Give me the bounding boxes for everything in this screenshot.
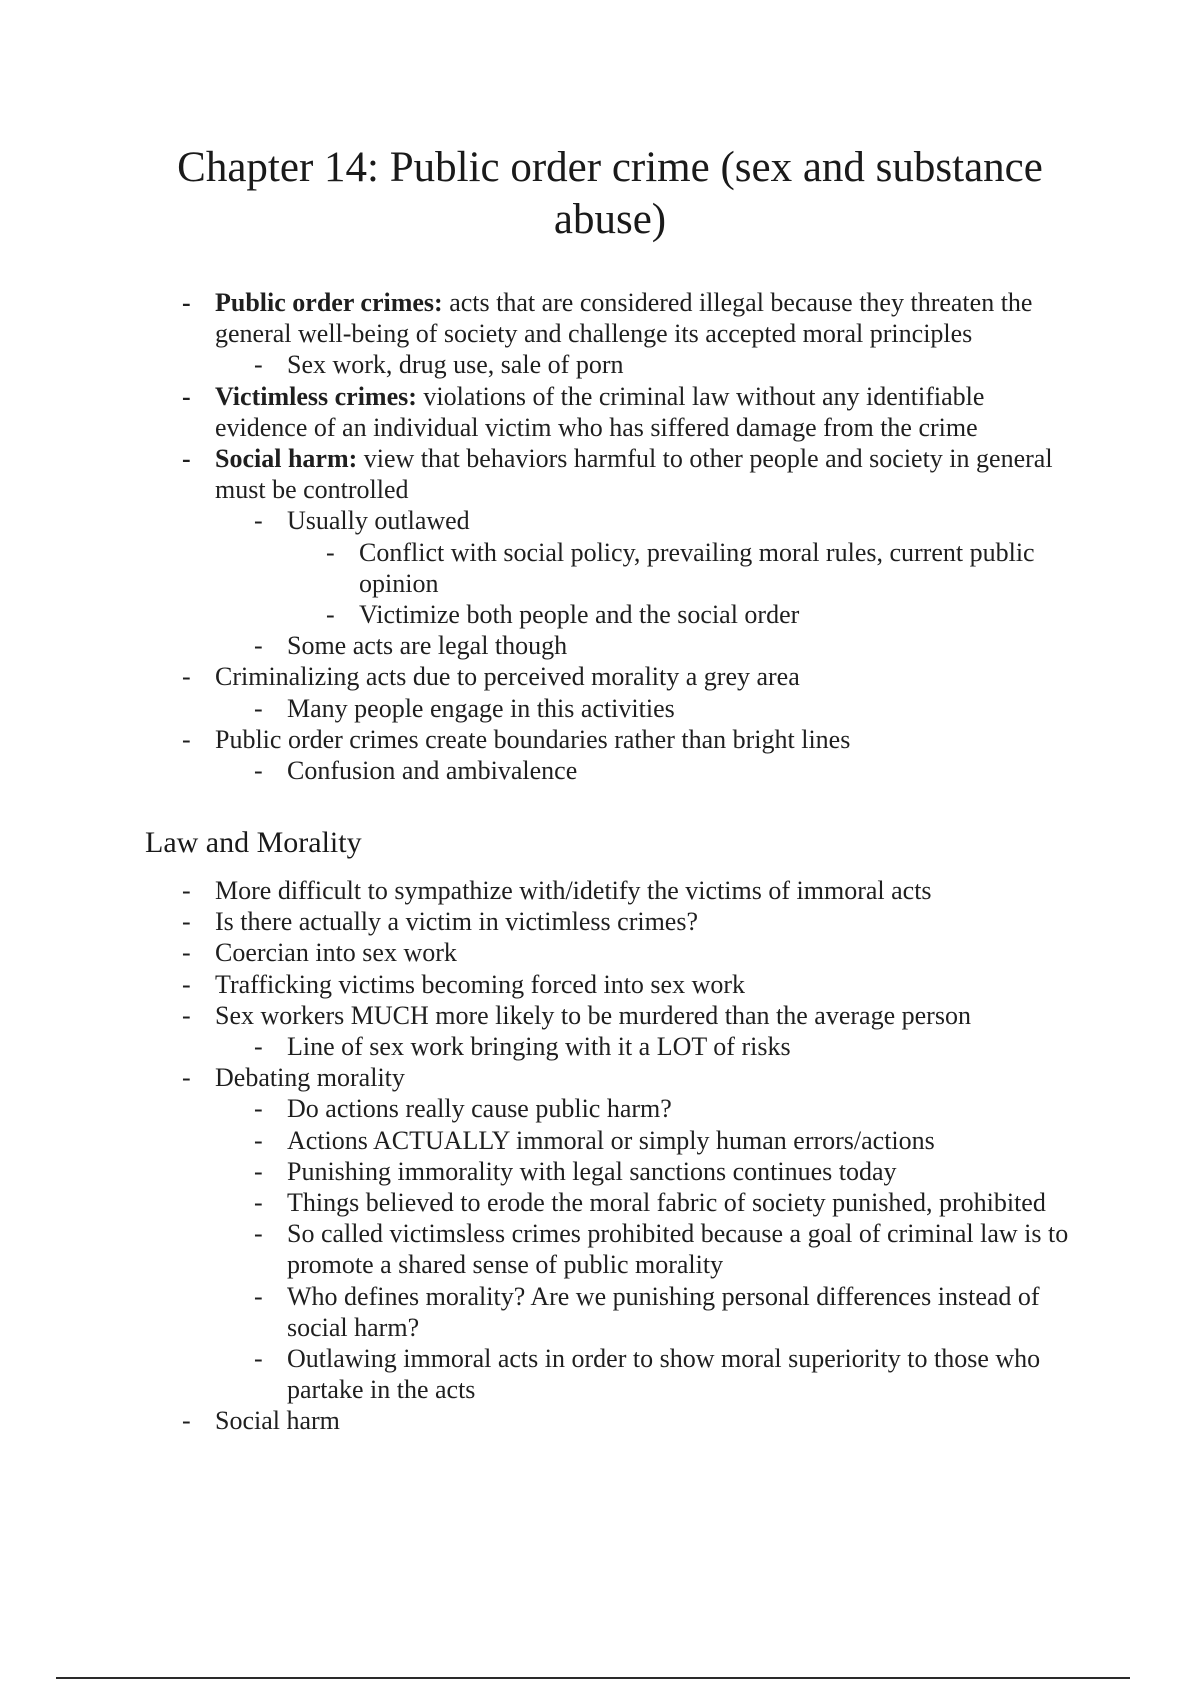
list-item: - More difficult to sympathize with/idetify the victims of immoral acts [215,875,1075,906]
sub-list [215,505,1075,661]
sub-list-item: - Some acts are legal though [287,630,1075,661]
sub-list-item: - Punishing immorality with legal sanctions continues today [287,1156,1075,1187]
sub-list-item: - Sex work, drug use, sale of porn [287,349,1075,380]
sub-list [215,349,1075,380]
list-item-text: Criminalizing acts due to perceived morality a grey area [215,662,800,692]
sub-list [215,755,1075,786]
list-item: - Social harm [215,1405,1075,1436]
term-social-harm: Social harm: [215,444,358,474]
list-item-text: Sex workers MUCH more likely to be murdered than the average person [215,1000,971,1030]
definition-victimless-crimes: violations of the criminal law without any identifiable evidence of an individual victim who has siffered damage from the crime [215,381,985,442]
sub-list-item: - Many people engage in this activities [287,693,1075,724]
sub-list-item: - Actions ACTUALLY immoral or simply human errors/actions [287,1125,1075,1156]
list-item: - Is there actually a victim in victimless crimes? [215,906,1075,937]
list-item-text: Debating morality [215,1063,405,1093]
sub-list-item: - So called victimsless crimes prohibited because a goal of criminal law is to promote a shared sense of public morality [287,1218,1075,1280]
definition-public-order-crimes: acts that are considered illegal because they threaten the general well-being of society and challenge its accepted moral principles [215,288,1033,349]
sub-list-item: - Confusion and ambivalence [287,755,1075,786]
list-item-victimless-crimes [215,381,1075,443]
section-heading-law-and-morality: Law and Morality [145,826,362,859]
list-item-text: Public order crimes create boundaries rather than bright lines [215,724,851,754]
term-public-order-crimes: Public order crimes: [215,288,443,317]
list-item [215,661,1075,723]
law-and-morality-bullet-list [215,875,1075,1437]
sub-list-item: - Outlawing immoral acts in order to show moral superiority to those who partake in the acts [287,1343,1075,1405]
sub-list-item: - Who defines morality? Are we punishing personal differences instead of social harm? [287,1281,1075,1343]
sub-list-item [287,505,1075,630]
list-item-social-harm [215,443,1075,661]
list-item-debating-morality [215,1062,1075,1405]
intro-bullet-list [215,287,1075,786]
list-item [215,1000,1075,1062]
sub-list-item-text: Usually outlawed [287,506,470,536]
sub-list-item: - Do actions really cause public harm? [287,1093,1075,1124]
definition-social-harm: view that behaviors harmful to other people and society in general must be controlled [215,444,1053,505]
sub-sub-list-item: - Conflict with social policy, prevailing moral rules, current public opinion [359,537,1075,599]
list-item-public-order-crimes [215,287,1075,381]
sub-list [215,693,1075,724]
footer-rule [56,1677,1130,1679]
page-title: Chapter 14: Public order crime (sex and substance abuse) [177,144,1043,243]
list-item: - Coercian into sex work [215,937,1075,968]
term-victimless-crimes: Victimless crimes: [215,381,417,411]
sub-sub-list [287,537,1075,631]
list-item [215,724,1075,786]
sub-sub-list-item: - Victimize both people and the social order [359,599,1075,630]
sub-list [215,1031,1075,1062]
sub-list [215,1093,1075,1405]
list-item: - Trafficking victims becoming forced into sex work [215,969,1075,1000]
sub-list-item: - Line of sex work bringing with it a LOT of risks [287,1031,1075,1062]
sub-list-item: - Things believed to erode the moral fabric of society punished, prohibited [287,1187,1075,1218]
